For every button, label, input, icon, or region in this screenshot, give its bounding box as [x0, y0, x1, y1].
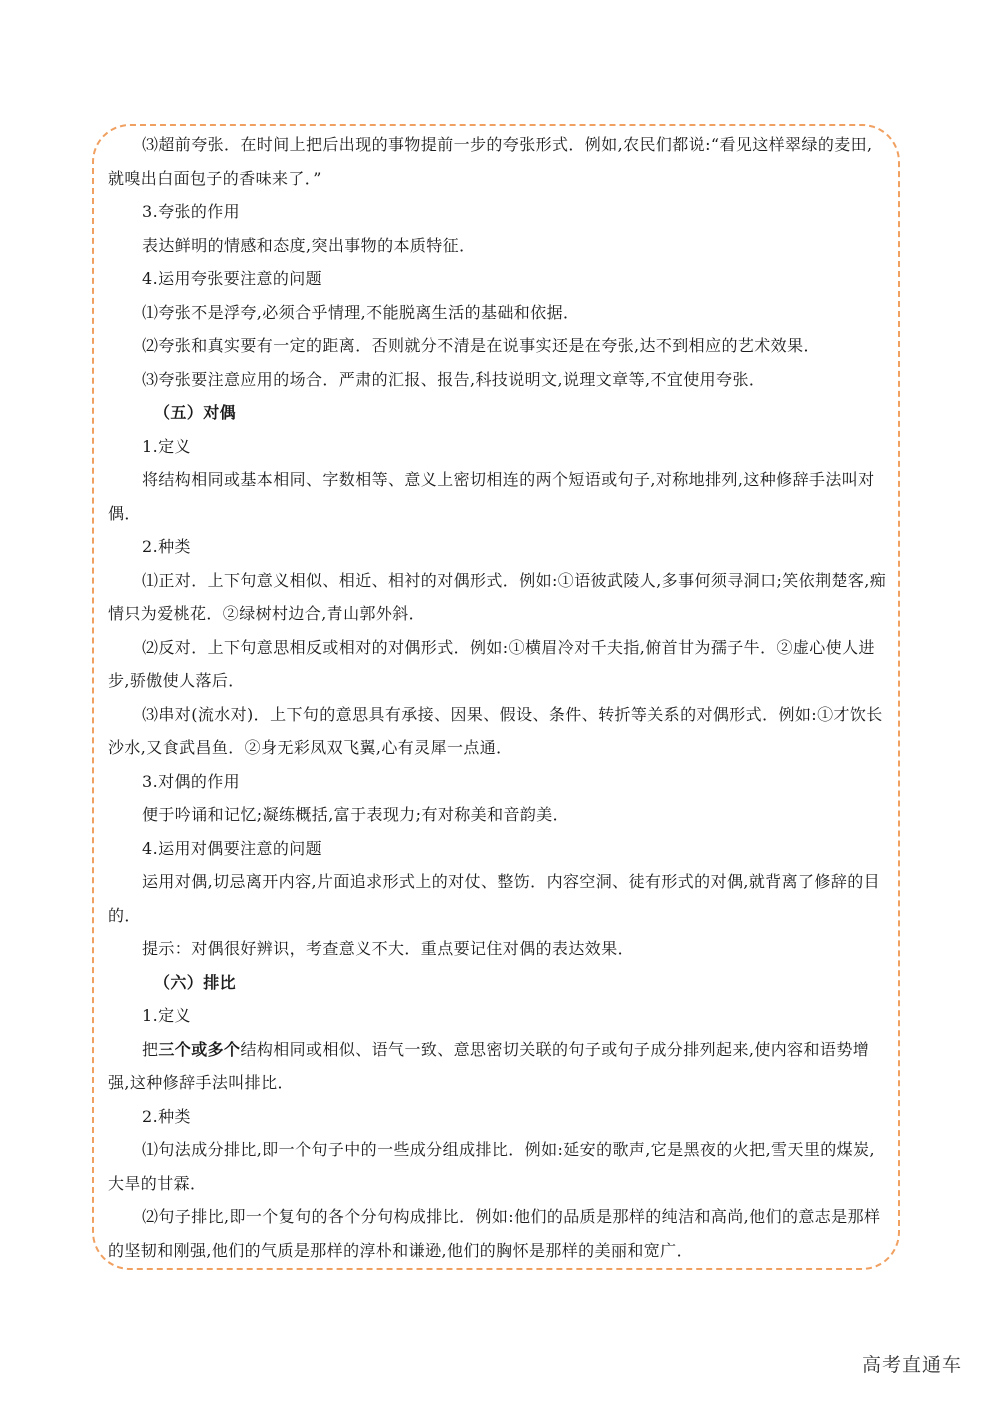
paragraph: ⑴夸张不是浮夸,必须合乎情理,不能脱离生活的基础和依据．: [142, 302, 580, 322]
emphasis: 或: [191, 1039, 208, 1059]
paragraph: ⑶超前夸张．在时间上把后出现的事物提前一步的夸张形式．例如,农民们都说:“看见这样翠绿的麦田,就嗅出白面包子的香味来了．”: [108, 135, 873, 188]
text-run: 把: [142, 1039, 159, 1059]
paragraph: ⑴句法成分排比,即一个句子中的一些成分组成排比．例如:延安的歌声,它是黑夜的火把,雪天里的煤炭,大旱的甘霖．: [108, 1140, 875, 1193]
paragraph: ⑵句子排比,即一个复句的各个分句构成排比．例如:他们的品质是那样的纯洁和高尚,他们的意志是那样的坚韧和刚强,他们的气质是那样的淳朴和谦逊,他们的胸怀是那样的美丽和宽广．: [108, 1207, 881, 1260]
section-title: 1.定义: [142, 1006, 191, 1025]
tip-paragraph: 提示：对偶很好辨识，考查意义不大．重点要记住对偶的表达效果．: [142, 939, 635, 958]
chapter-heading: （六）排比: [154, 972, 237, 992]
paragraph: 将结构相同或基本相同、字数相等、意义上密切相连的两个短语或句子,对称地排列,这种修辞手法叫对偶．: [108, 470, 875, 523]
section-title: 4.运用对偶要注意的问题: [142, 838, 323, 858]
paragraph: ⑶夸张要注意应用的场合．严肃的汇报、报告,科技说明文,说理文章等,不宜使用夸张．: [142, 369, 766, 389]
paragraph: 表达鲜明的情感和态度,突出事物的本质特征．: [142, 235, 476, 255]
emphasis: 三个: [158, 1039, 192, 1059]
paragraph: 便于吟诵和记忆;凝练概括,富于表现力;有对称美和音韵美．: [142, 805, 570, 824]
paragraph: ⑴正对．上下句意义相似、相近、相衬的对偶形式．例如:①语彼武陵人,多事何须寻洞口;笑依荆楚客,痴情只为爱桃花．②绿树村边合,青山郭外斜．: [108, 570, 887, 623]
section-title: 1.定义: [142, 436, 191, 456]
emphasis: 多个: [207, 1039, 241, 1059]
document-body: [108, 128, 888, 1267]
paragraph: 运用对偶,切忌离开内容,片面追求形式上的对仗、整饬．内容空洞、徒有形式的对偶,就背离了修辞的目的．: [108, 872, 881, 925]
section-title: 4.运用夸张要注意的问题: [142, 269, 323, 288]
text-run: 结构相同或相似、语气一致、意思密切关联的句子或句子成分排列起来,使内容和语势增强,这种修辞手法叫排比．: [108, 1039, 870, 1092]
section-title: 2.种类: [142, 1106, 191, 1126]
chapter-heading: （五）对偶: [154, 403, 237, 422]
section-title: 2.种类: [142, 537, 191, 556]
section-title: 3.夸张的作用: [142, 202, 241, 221]
paragraph: ⑶串对(流水对)．上下句的意思具有承接、因果、假设、条件、转折等关系的对偶形式．例如:①才饮长沙水,又食武昌鱼．②身无彩凤双飞翼,心有灵犀一点通．: [108, 704, 883, 757]
paragraph: ⑵反对．上下句意思相反或相对的对偶形式．例如:①横眉冷对千夫指,俯首甘为孺子牛．②虚心使人进步,骄傲使人落后．: [108, 637, 875, 690]
definition-paragraph: [108, 1033, 888, 1100]
footer-brand: 高考直通车: [861, 1354, 962, 1376]
section-title: 3.对偶的作用: [142, 771, 241, 791]
paragraph: ⑵夸张和真实要有一定的距离．否则就分不清是在说事实还是在夸张,达不到相应的艺术效果．: [142, 336, 820, 355]
